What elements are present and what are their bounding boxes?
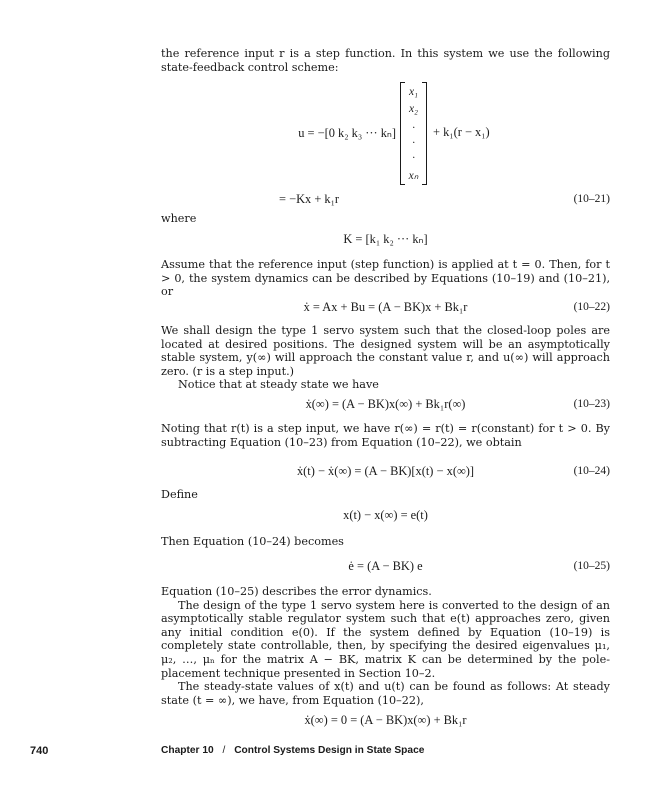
equation-final [161,712,610,728]
equation-number: (10–24) [573,465,610,477]
vector-entry: xₙ [408,170,419,182]
paragraph-error-dynamics [161,585,610,707]
equation-10-21-body: = −Kx + k₁r [279,192,340,206]
paragraph-steady-note: Notice that at steady state we have [178,378,379,392]
equation-K-definition [161,231,610,247]
paragraph-intro: the reference input r is a step function. In this system we use the following state-feedback control scheme: [161,47,610,74]
equation-10-22-body: ẋ = Ax + Bu = (A − BK)x + Bk₁r [303,300,468,314]
equation-number: (10–21) [573,193,610,205]
equation-number: (10–22) [573,301,610,313]
equation-final-body: ẋ(∞) = 0 = (A − BK)x(∞) + Bk₁r [304,713,467,727]
footer-title: Control Systems Design in State Space [234,745,425,756]
paragraph-describes: Equation (10–25) describes the error dynamics. [161,585,432,598]
equation-10-23-body: ẋ(∞) = (A − BK)x(∞) + Bk₁r(∞) [305,397,466,411]
define-label: Define [161,488,198,501]
paragraph-design-text: We shall design the type 1 servo system such that the closed-loop poles are located at desired positions. The designed system will be an asymptotically stable system, y(∞) will approach the constant value r, and u(∞) will approach zero. (r is a step input.) [161,324,610,378]
equation-number: (10–23) [573,398,610,410]
footer-chapter: Chapter 10 [161,745,214,756]
equation-K-body: K = [k₁ k₂ ··· kₙ] [343,232,428,246]
vector-entry: x₂ [408,103,419,115]
vector-entry: · [412,122,415,134]
equation-10-24-body: ẋ(t) − ẋ(∞) = (A − BK)[x(t) − x(∞)] [296,464,475,478]
paragraph-noting: Noting that r(t) is a step input, we have r(∞) = r(t) = r(constant) for t > 0. By subtracting Equation (10–23) from Equation (10–22), we obtain [161,422,610,449]
state-vector [400,82,427,183]
vector-entry: x₁ [408,86,419,98]
equation-error-body: x(t) − x(∞) = e(t) [343,508,428,522]
vector-entry: · [412,137,415,149]
paragraph-type1-design: The design of the type 1 servo system here is converted to the design of an asymptotically stable regulator system such that e(t) approaches zero, given any initial condition e(0). If the system defined by Equation (10–19) is completely state controllable, then, by specifying the desired eigenvalues μ₁, μ₂, …, μₙ for the matrix A − BK, matrix K can be determined by the pole-placement technique presented in Section 10–2. [161,598,610,680]
paragraph-then: Then Equation (10–24) becomes [161,535,344,548]
equation-10-22 [161,299,610,315]
equation-10-25-body: ė = (A − BK) e [348,559,423,573]
equation-error-definition [161,507,610,523]
where-label: where [161,212,197,225]
equation-control-lhs: u = −[0 k₂ k₃ ··· kₙ] [298,126,396,140]
vector-entry: · [412,152,415,164]
running-footer [161,745,424,756]
page-number: 740 [30,745,49,757]
equation-10-21 [161,191,610,207]
paragraph-steady-state: The steady-state values of x(t) and u(t) can be found as follows: At steady state (t = ∞), we have, from Equation (10–22), [161,680,610,707]
footer-separator: / [222,745,226,756]
equation-10-23 [161,396,610,412]
equation-control-rhs: + k₁(r − x₁) [433,125,490,139]
equation-number: (10–25) [573,560,610,572]
equation-10-25 [161,558,610,574]
paragraph-assume: Assume that the reference input (step function) is applied at t = 0. Then, for t > 0, the system dynamics can be described by Equations (10–19) and (10–21), or [161,258,610,299]
equation-10-24 [161,463,610,479]
paragraph-design [161,324,610,392]
